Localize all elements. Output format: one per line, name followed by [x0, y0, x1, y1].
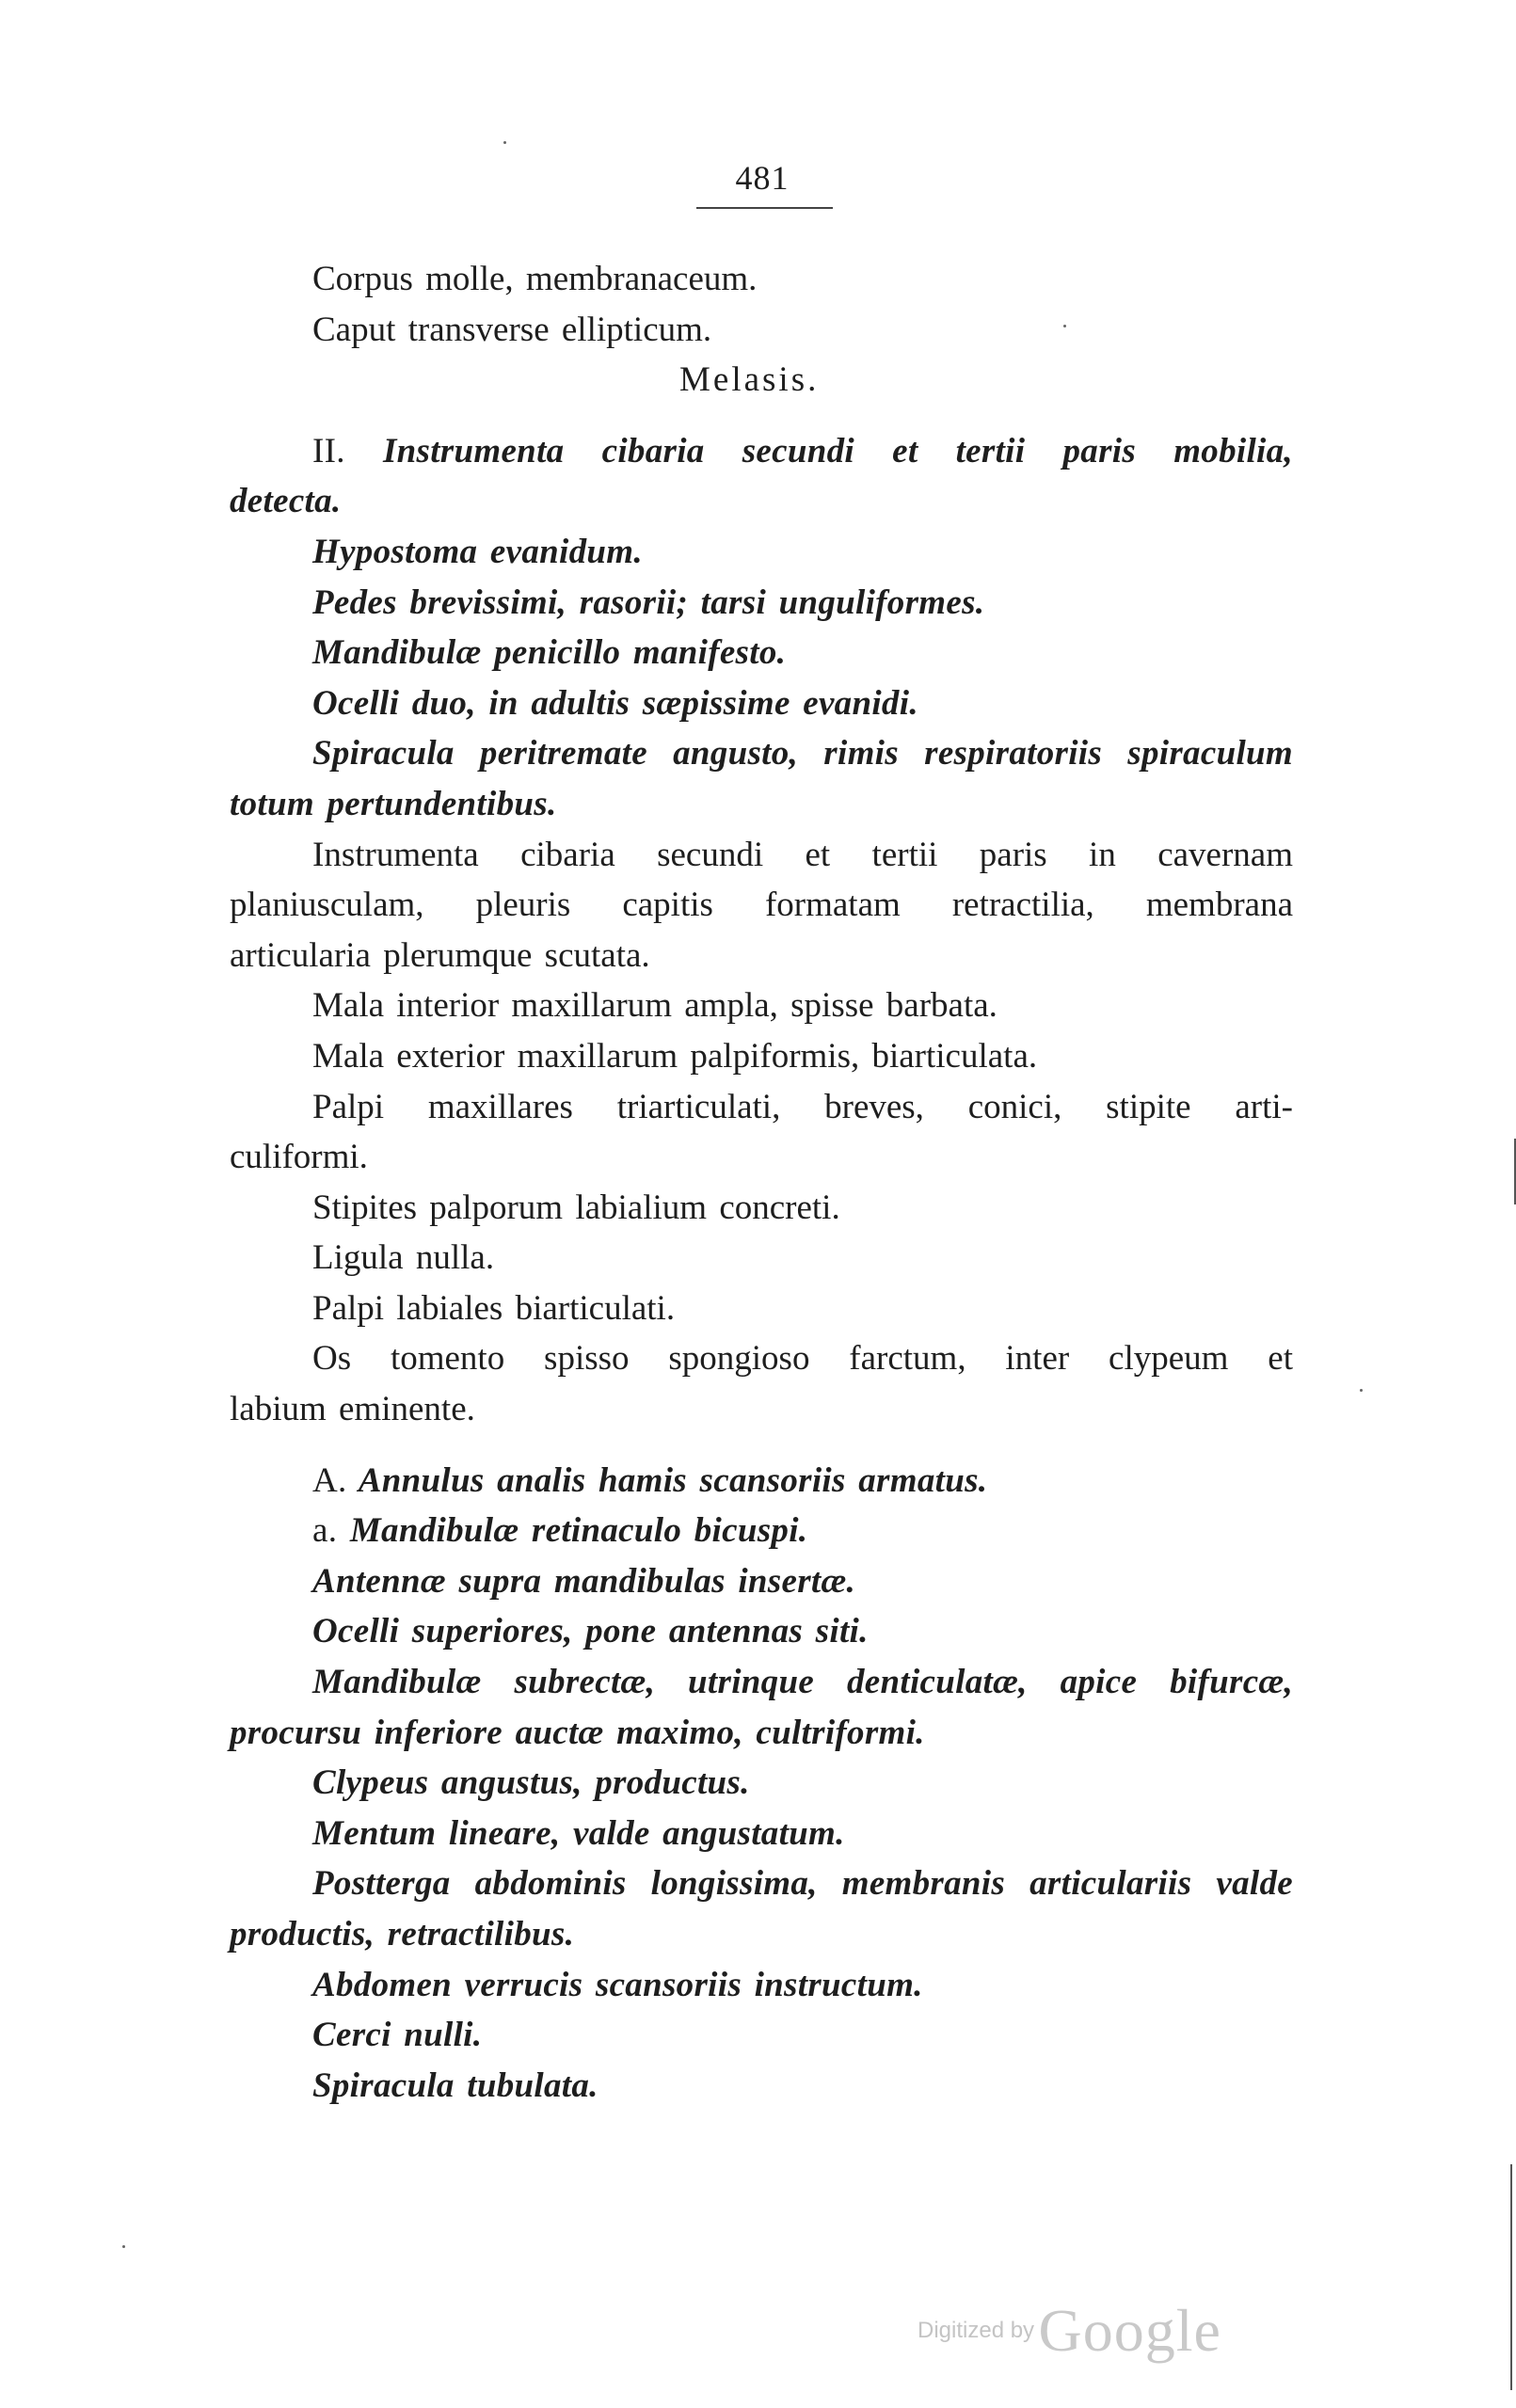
- page-number-rule: [696, 207, 833, 209]
- line-text: Antennæ supra mandibulas insertæ.: [312, 1561, 856, 1601]
- text-line: [230, 1858, 1293, 1909]
- text-line: [230, 1183, 1293, 1234]
- text-line: [230, 476, 1293, 527]
- paragraph-gap: [230, 406, 1293, 426]
- text-line: [230, 578, 1293, 629]
- text-line: [230, 1031, 1293, 1082]
- line-text: Mandibulæ penicillo manifesto.: [312, 633, 787, 673]
- text-line: [230, 305, 1293, 356]
- line-text: Annulus analis hamis scansoriis armatus.: [358, 1460, 988, 1500]
- line-text: Ocelli superiores, pone antennas siti.: [312, 1612, 869, 1651]
- page-speck: [1063, 325, 1066, 327]
- text-line: [230, 1657, 1293, 1708]
- right-edge-shadow: [1510, 2164, 1512, 2390]
- line-text: detecta.: [230, 482, 342, 521]
- text-line: [230, 1758, 1293, 1809]
- text-line: [230, 355, 1293, 406]
- line-marker: a.: [312, 1511, 338, 1551]
- line-text: articularia plerumque scutata.: [230, 935, 650, 975]
- line-text: Mala interior maxillarum ampla, spisse barbata.: [312, 986, 997, 1026]
- page-body-text: [230, 254, 1293, 2111]
- line-text: Caput transverse ellipticum.: [312, 310, 712, 349]
- text-line: [230, 880, 1293, 931]
- text-line: [230, 527, 1293, 578]
- line-text: productis, retractilibus.: [230, 1915, 575, 1954]
- text-line: [230, 728, 1293, 779]
- line-text: Palpi labiales biarticulati.: [312, 1288, 676, 1328]
- line-text: Ocelli duo, in adultis sæpissime evanidi.: [312, 683, 918, 723]
- line-text: Hypostoma evanidum.: [312, 532, 643, 571]
- text-line: [230, 254, 1293, 305]
- page-number: 481: [735, 159, 790, 197]
- text-line: [230, 1809, 1293, 1859]
- text-line: [230, 2010, 1293, 2061]
- line-text: planiusculam, pleuris capitis formatam retractilia, membrana: [230, 885, 1293, 925]
- text-line: [230, 1556, 1293, 1607]
- paragraph-gap: [230, 1435, 1293, 1456]
- text-line: [230, 1708, 1293, 1759]
- line-marker: II.: [312, 431, 345, 470]
- google-logo: Google: [1038, 2297, 1221, 2364]
- line-text: procursu inferiore auctæ maximo, cultriformi.: [230, 1713, 925, 1752]
- line-text: Os tomento spisso spongioso farctum, inter clypeum et: [312, 1339, 1293, 1379]
- line-text: Corpus molle, membranaceum.: [312, 260, 758, 298]
- text-line: [230, 628, 1293, 678]
- text-line: [230, 1960, 1293, 2011]
- line-text: Melasis.: [679, 360, 820, 400]
- text-line: [230, 1606, 1293, 1657]
- watermark-prefix: Digitized by: [918, 2318, 1035, 2343]
- text-line: [230, 830, 1293, 881]
- text-line: [230, 981, 1293, 1031]
- text-line: [230, 426, 1293, 477]
- text-line: [230, 931, 1293, 981]
- text-line: [230, 1132, 1293, 1183]
- page-speck: [1360, 1389, 1363, 1392]
- line-text: Mandibulæ retinaculo bicuspi.: [349, 1511, 808, 1551]
- digitized-watermark: [918, 2296, 1221, 2366]
- text-line: [230, 779, 1293, 830]
- line-text: Mala exterior maxillarum palpiformis, biarticulata.: [312, 1036, 1038, 1076]
- page-speck: [503, 141, 506, 144]
- line-text: Palpi maxillares triarticulati, breves, conici, stipite arti-: [312, 1087, 1293, 1126]
- line-text: Spiracula peritremate angusto, rimis respiratoriis spiraculum: [312, 734, 1293, 773]
- line-text: culiformi.: [230, 1138, 368, 1177]
- line-text: Ligula nulla.: [312, 1238, 495, 1278]
- text-line: [230, 1909, 1293, 1960]
- text-line: [230, 1233, 1293, 1284]
- page-speck: [122, 2245, 125, 2248]
- text-line: [230, 2061, 1293, 2112]
- line-text: labium eminente.: [230, 1390, 475, 1429]
- line-text: Instrumenta cibaria secundi et tertii paris in cavernam: [312, 835, 1293, 874]
- line-text: Mandibulæ subrectæ, utrinque denticulatæ, apice bifurcæ,: [312, 1663, 1293, 1702]
- line-text: totum pertundentibus.: [230, 784, 557, 823]
- line-text: Postterga abdominis longissima, membranis articulariis valde: [312, 1864, 1293, 1904]
- text-line: [230, 678, 1293, 729]
- line-text: Abdomen verrucis scansoriis instructum.: [312, 1965, 923, 2004]
- line-text: Cerci nulli.: [312, 2016, 483, 2055]
- line-text: Spiracula tubulata.: [312, 2065, 598, 2105]
- line-text: Mentum lineare, valde angustatum.: [312, 1813, 845, 1853]
- text-line: [230, 1506, 1293, 1556]
- text-line: [230, 1456, 1293, 1507]
- text-line: [230, 1284, 1293, 1334]
- line-text: Pedes brevissimi, rasorii; tarsi unguliformes.: [312, 582, 985, 622]
- text-line: [230, 1082, 1293, 1133]
- line-marker: A.: [312, 1460, 347, 1500]
- text-line: [230, 1384, 1293, 1435]
- text-line: [230, 1333, 1293, 1384]
- line-text: Stipites palporum labialium concreti.: [312, 1188, 840, 1227]
- line-text: Clypeus angustus, productus.: [312, 1763, 750, 1803]
- line-text: Instrumenta cibaria secundi et tertii paris mobilia,: [382, 431, 1293, 470]
